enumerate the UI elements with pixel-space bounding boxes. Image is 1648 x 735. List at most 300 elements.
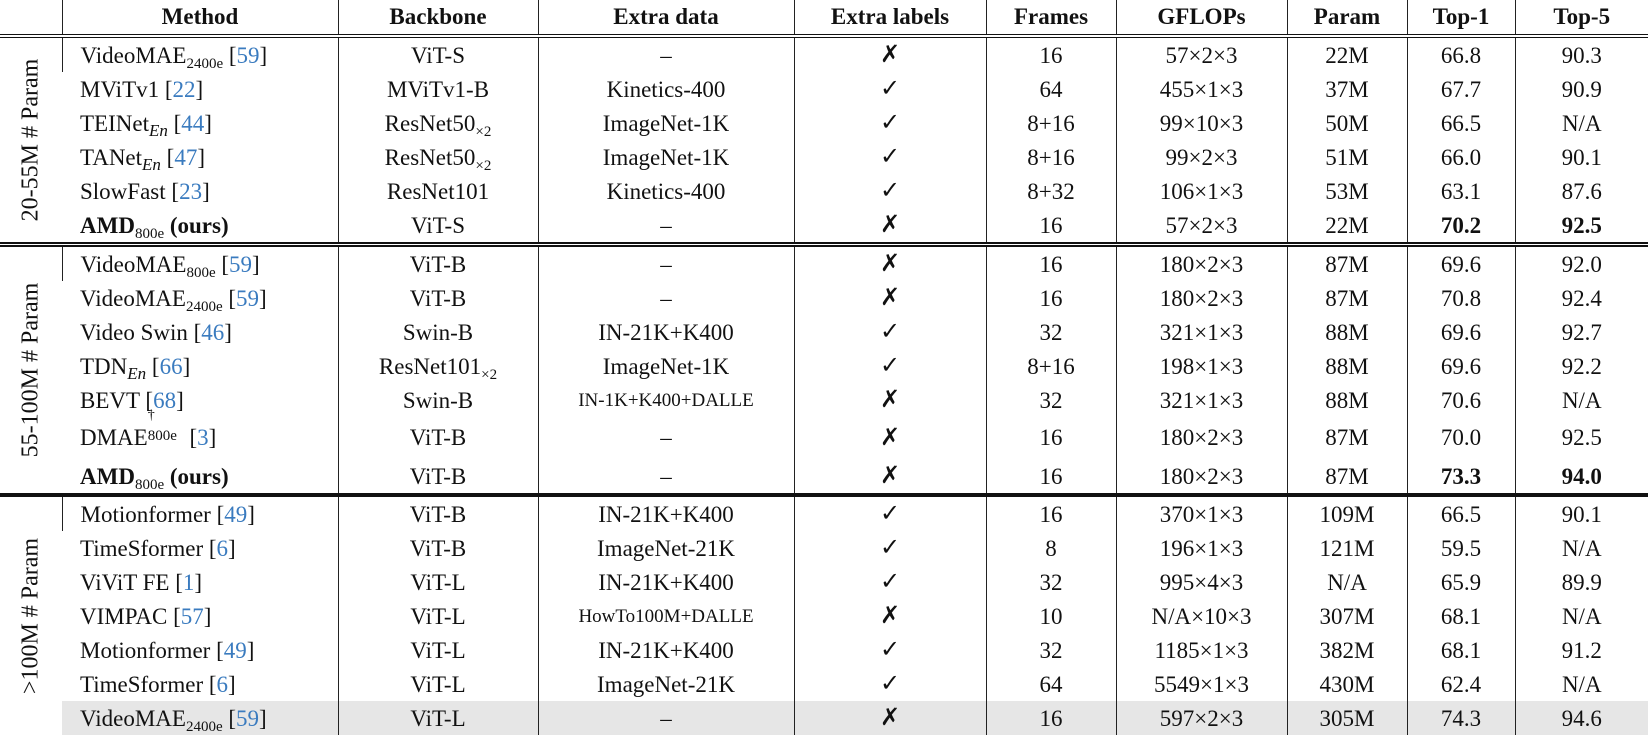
extra-labels-cell	[794, 383, 986, 417]
method-cell: VideoMAE$_{2400e}$ [59]	[62, 701, 338, 735]
backbone-name: ViT-B	[409, 251, 467, 277]
top1-cell: 69.6	[1407, 315, 1515, 349]
param-cell: 88M	[1287, 315, 1407, 349]
backbone-name: ViT-B	[409, 501, 467, 527]
extra-data-cell: IN-21K+K400	[538, 495, 794, 531]
frames-cell: 32	[986, 315, 1116, 349]
top1-cell: 67.7	[1407, 72, 1515, 106]
top1-cell: 70.8	[1407, 281, 1515, 315]
extra-data-cell: ImageNet-1K	[538, 140, 794, 174]
extra-labels-cell	[794, 245, 986, 282]
gflops-cell: 57×2×3	[1116, 36, 1287, 72]
extra-data-cell: –	[538, 245, 794, 282]
top1-cell: 73.3	[1407, 459, 1515, 495]
cross-icon: ✗	[879, 705, 901, 731]
table-row	[0, 531, 1648, 565]
top5-cell: 92.4	[1515, 281, 1648, 315]
extra-data-header: Extra data	[538, 0, 794, 36]
check-icon: ✓	[879, 535, 901, 561]
citation-link[interactable]: 46	[201, 319, 225, 345]
gflops-cell: 321×1×3	[1116, 383, 1287, 417]
backbone-name: Swin-B	[402, 387, 474, 413]
method-suffix: (ours)	[169, 212, 229, 238]
cross-icon: ✗	[879, 463, 901, 489]
param-cell: 307M	[1287, 599, 1407, 633]
top5-cell: N/A	[1515, 599, 1648, 633]
top1-cell: 66.5	[1407, 495, 1515, 531]
top5-cell: N/A	[1515, 106, 1648, 140]
method-cell: $TDN_{En}$ [66]	[80, 353, 191, 383]
citation-link[interactable]: 6	[216, 671, 229, 697]
frames-cell: 10	[986, 599, 1116, 633]
method-name: TDN	[80, 353, 128, 379]
extra-labels-cell	[794, 459, 986, 495]
check-icon: ✓	[879, 637, 901, 663]
backbone-subscript: ×2	[475, 123, 492, 140]
top5-cell: 92.2	[1515, 349, 1648, 383]
frames-cell: 8+16	[986, 349, 1116, 383]
citation-link[interactable]: 47	[174, 144, 198, 170]
method-name: AMD	[80, 212, 135, 238]
top1-cell: 68.1	[1407, 633, 1515, 667]
method-name: VideoMAE	[80, 42, 187, 68]
gflops-cell: 99×2×3	[1116, 140, 1287, 174]
top5-cell: N/A	[1515, 667, 1648, 701]
citation-link[interactable]: 44	[181, 110, 205, 136]
table-row	[0, 281, 1648, 315]
frames-cell: 32	[986, 565, 1116, 599]
frames-cell: 8+16	[986, 106, 1116, 140]
top5-cell: 94.6	[1515, 701, 1648, 735]
top5-cell: 94.0	[1515, 459, 1648, 495]
table-row	[0, 174, 1648, 208]
extra-labels-cell	[794, 208, 986, 245]
citation-link[interactable]: 1	[182, 569, 195, 595]
table-row	[0, 72, 1648, 106]
backbone-cell	[338, 245, 538, 282]
top5-cell: 89.9	[1515, 565, 1648, 599]
method-cell: TimeSformer [6]	[80, 535, 236, 561]
param-cell: 22M	[1287, 36, 1407, 72]
backbone-name: ResNet50	[384, 144, 476, 170]
method-name: VideoMAE	[80, 251, 187, 277]
frames-header: Frames	[986, 0, 1116, 36]
param-cell: 305M	[1287, 701, 1407, 735]
backbone-name: ResNet50	[384, 110, 476, 136]
top5-cell: 90.1	[1515, 495, 1648, 531]
check-icon: ✓	[879, 76, 901, 102]
table-row	[0, 140, 1648, 174]
backbone-cell	[338, 315, 538, 349]
method-cell: VideoMAE$_{800e}$ [59]	[62, 245, 338, 282]
citation-link[interactable]: 22	[172, 76, 196, 102]
extra-data-cell: IN-1K+K400+DALLE	[538, 383, 794, 417]
backbone-subscript: ×2	[475, 157, 492, 174]
frames-cell: 32	[986, 383, 1116, 417]
method-subscript: 800e	[134, 476, 165, 493]
extra-labels-cell	[794, 531, 986, 565]
method-cell: ViViT FE [1]	[80, 569, 203, 595]
param-cell: 37M	[1287, 72, 1407, 106]
extra-labels-cell	[794, 349, 986, 383]
extra-labels-cell	[794, 36, 986, 72]
top1-cell: 70.0	[1407, 417, 1515, 459]
table-row	[0, 633, 1648, 667]
gflops-cell: 57×2×3	[1116, 208, 1287, 245]
extra-data-cell: –	[538, 281, 794, 315]
extra-data-cell: –	[538, 417, 794, 459]
backbone-cell	[338, 633, 538, 667]
method-cell: VideoMAE$_{2400e}$ [59]	[80, 285, 267, 315]
backbone-cell	[338, 36, 538, 72]
frames-cell: 64	[986, 72, 1116, 106]
method-header: Method	[62, 0, 338, 36]
top1-cell: 66.8	[1407, 36, 1515, 72]
backbone-cell	[338, 106, 538, 140]
method-cell: DMAE † 800e [3]	[80, 408, 217, 450]
method-name: TANet	[80, 144, 143, 170]
gflops-header: GFLOPs	[1116, 0, 1287, 36]
top1-cell: 63.1	[1407, 174, 1515, 208]
group-label-cell	[0, 36, 62, 245]
param-cell: 87M	[1287, 281, 1407, 315]
top1-cell: 65.9	[1407, 565, 1515, 599]
backbone-name: ViT-B	[409, 285, 467, 311]
backbone-name: ViT-S	[410, 212, 465, 238]
backbone-cell	[338, 174, 538, 208]
gflops-cell: 198×1×3	[1116, 349, 1287, 383]
extra-labels-cell	[794, 72, 986, 106]
method-cell	[62, 459, 338, 495]
backbone-name: ViT-L	[410, 603, 466, 629]
top5-cell: 92.7	[1515, 315, 1648, 349]
extra-labels-cell	[794, 315, 986, 349]
param-cell: N/A	[1287, 565, 1407, 599]
backbone-name: ViT-S	[410, 42, 465, 68]
table-row	[0, 701, 1648, 735]
method-sup: †	[147, 408, 155, 423]
method-name: TimeSformer	[80, 535, 204, 561]
extra-data-cell: –	[538, 701, 794, 735]
group-header	[0, 0, 62, 36]
check-icon: ✓	[879, 501, 901, 527]
extra-data-cell: ImageNet-21K	[538, 531, 794, 565]
citation-link[interactable]: 59	[236, 42, 260, 68]
table-row	[0, 106, 1648, 140]
top1-cell: 68.1	[1407, 599, 1515, 633]
method-supsub	[147, 408, 184, 445]
method-cell	[62, 208, 338, 245]
param-cell: 87M	[1287, 245, 1407, 282]
method-subscript: En	[142, 154, 161, 174]
header-row	[0, 0, 1648, 36]
table-row	[0, 599, 1648, 633]
gflops-cell: 370×1×3	[1116, 495, 1287, 531]
method-name: SlowFast	[80, 178, 166, 204]
backbone-cell	[338, 349, 538, 383]
method-name: BEVT	[80, 387, 140, 413]
backbone-header: Backbone	[338, 0, 538, 36]
backbone-name: ViT-L	[410, 671, 466, 697]
table-row	[0, 36, 1648, 72]
top5-cell: 92.5	[1515, 208, 1648, 245]
extra-data-cell: –	[538, 36, 794, 72]
top1-cell: 69.6	[1407, 245, 1515, 282]
method-name: Motionformer	[80, 501, 211, 527]
backbone-name: ViT-L	[410, 637, 466, 663]
citation-link[interactable]: 66	[159, 353, 183, 379]
top1-cell: 70.6	[1407, 383, 1515, 417]
gflops-cell: 196×1×3	[1116, 531, 1287, 565]
gflops-cell: 5549×1×3	[1116, 667, 1287, 701]
backbone-cell	[338, 417, 538, 459]
backbone-cell	[338, 531, 538, 565]
table-row	[0, 208, 1648, 245]
table-row	[0, 417, 1648, 459]
extra-data-cell: ImageNet-21K	[538, 667, 794, 701]
extra-labels-cell	[794, 140, 986, 174]
top1-cell: 74.3	[1407, 701, 1515, 735]
citation-link[interactable]: 49	[224, 501, 248, 527]
table-row	[0, 565, 1648, 599]
extra-labels-cell	[794, 417, 986, 459]
gflops-cell: 106×1×3	[1116, 174, 1287, 208]
top5-cell: 92.0	[1515, 245, 1648, 282]
cross-icon: ✗	[879, 285, 901, 311]
top1-cell: 59.5	[1407, 531, 1515, 565]
method-cell: TANet$_{En}$ [47]	[80, 144, 206, 174]
gflops-cell: 321×1×3	[1116, 315, 1287, 349]
extra-labels-header: Extra labels	[794, 0, 986, 36]
param-cell: 51M	[1287, 140, 1407, 174]
top5-cell: 90.1	[1515, 140, 1648, 174]
backbone-cell	[338, 701, 538, 735]
extra-labels-cell	[794, 281, 986, 315]
backbone-cell	[338, 599, 538, 633]
param-header: Param	[1287, 0, 1407, 36]
top5-cell: 91.2	[1515, 633, 1648, 667]
cross-icon: ✗	[879, 212, 901, 238]
backbone-name: MViTv1-B	[386, 76, 490, 102]
backbone-cell	[338, 565, 538, 599]
top5-cell: 92.5	[1515, 417, 1648, 459]
table-row	[0, 349, 1648, 383]
method-cell: SlowFast [23]	[80, 178, 210, 204]
citation-link[interactable]: 59	[236, 705, 260, 731]
frames-cell: 16	[986, 495, 1116, 531]
top1-cell: 66.5	[1407, 106, 1515, 140]
group-label-cell	[0, 245, 62, 496]
frames-cell: 16	[986, 36, 1116, 72]
citation-link[interactable]: 57	[180, 603, 204, 629]
backbone-cell	[338, 667, 538, 701]
method-cell: MViTv1 [22]	[80, 76, 204, 102]
check-icon: ✓	[879, 178, 901, 204]
method-name: VideoMAE	[80, 705, 186, 731]
extra-labels-cell	[794, 701, 986, 735]
citation-link[interactable]: 59	[229, 251, 253, 277]
check-icon: ✓	[879, 569, 901, 595]
frames-cell: 16	[986, 459, 1116, 495]
top5-cell: 90.3	[1515, 36, 1648, 72]
frames-cell: 16	[986, 417, 1116, 459]
backbone-cell	[338, 208, 538, 245]
method-subscript: 2400e	[186, 55, 224, 72]
extra-labels-cell	[794, 174, 986, 208]
method-name: VideoMAE	[80, 285, 186, 311]
gflops-cell: 1185×1×3	[1116, 633, 1287, 667]
method-name: Video Swin	[80, 319, 188, 345]
method-name: TimeSformer	[80, 671, 204, 697]
extra-labels-cell	[794, 495, 986, 531]
citation-link[interactable]: 59	[236, 285, 260, 311]
top5-header: Top-5	[1515, 0, 1648, 36]
frames-cell: 16	[986, 701, 1116, 735]
backbone-name: ViT-B	[409, 425, 467, 450]
backbone-subscript: ×2	[481, 366, 498, 383]
gflops-cell: N/A×10×3	[1116, 599, 1287, 633]
group-label: 55-100M # Param	[17, 282, 44, 458]
backbone-cell	[338, 140, 538, 174]
frames-cell: 64	[986, 667, 1116, 701]
top5-cell: 90.9	[1515, 72, 1648, 106]
method-cell: VIMPAC [57]	[80, 603, 212, 629]
group-label: 20-55M # Param	[17, 58, 44, 222]
extra-labels-cell	[794, 106, 986, 140]
gflops-cell: 180×2×3	[1116, 459, 1287, 495]
top5-cell: N/A	[1515, 531, 1648, 565]
cross-icon: ✗	[879, 42, 901, 68]
gflops-cell: 995×4×3	[1116, 565, 1287, 599]
method-subscript: En	[127, 363, 147, 383]
method-subscript: 800e	[186, 264, 216, 281]
method-cell: VideoMAE$_{2400e}$ [59]	[62, 36, 338, 72]
citation-link[interactable]: 6	[216, 535, 229, 561]
method-cell: TimeSformer [6]	[80, 671, 236, 697]
top1-cell: 70.2	[1407, 208, 1515, 245]
cross-icon: ✗	[879, 425, 901, 451]
check-icon: ✓	[879, 671, 901, 697]
backbone-name: ViT-L	[410, 569, 466, 595]
table-row	[0, 459, 1648, 495]
extra-labels-cell	[794, 565, 986, 599]
table-row	[0, 667, 1648, 701]
extra-data-cell: IN-21K+K400	[538, 633, 794, 667]
extra-labels-cell	[794, 667, 986, 701]
citation-link[interactable]: 3	[197, 425, 209, 450]
gflops-cell: 455×1×3	[1116, 72, 1287, 106]
frames-cell: 8+32	[986, 174, 1116, 208]
param-cell: 430M	[1287, 667, 1407, 701]
method-cell: Video Swin [46]	[80, 319, 232, 345]
method-subscript: 2400e	[185, 718, 223, 735]
backbone-name: ViT-L	[410, 705, 466, 731]
frames-cell: 16	[986, 245, 1116, 282]
extra-labels-cell	[794, 599, 986, 633]
table-row	[0, 245, 1648, 282]
extra-data-cell: IN-21K+K400	[538, 565, 794, 599]
backbone-name: ViT-B	[409, 463, 467, 489]
extra-labels-cell	[794, 633, 986, 667]
method-suffix: (ours)	[169, 463, 229, 489]
frames-cell: 16	[986, 208, 1116, 245]
param-cell: 88M	[1287, 383, 1407, 417]
param-cell: 382M	[1287, 633, 1407, 667]
frames-cell: 8	[986, 531, 1116, 565]
method-cell: BEVT [68]	[80, 387, 184, 413]
backbone-cell	[338, 495, 538, 531]
top1-header: Top-1	[1407, 0, 1515, 36]
param-cell: 109M	[1287, 495, 1407, 531]
method-name: Motionformer	[80, 637, 211, 663]
method-subscript: En	[148, 120, 168, 140]
extra-data-cell: –	[538, 208, 794, 245]
param-cell: 87M	[1287, 417, 1407, 459]
cross-icon: ✗	[879, 251, 901, 277]
method-name: TEINet	[80, 110, 149, 136]
top1-cell: 62.4	[1407, 667, 1515, 701]
extra-data-cell: ImageNet-1K	[538, 106, 794, 140]
param-cell: 87M	[1287, 459, 1407, 495]
table-row	[0, 383, 1648, 417]
check-icon: ✓	[879, 319, 901, 345]
citation-link[interactable]: 49	[223, 637, 247, 663]
gflops-cell: 180×2×3	[1116, 245, 1287, 282]
top5-cell: N/A	[1515, 383, 1648, 417]
backbone-name: Swin-B	[402, 319, 474, 345]
extra-data-cell: Kinetics-400	[538, 72, 794, 106]
top1-cell: 66.0	[1407, 140, 1515, 174]
method-name: MViTv1	[80, 76, 160, 102]
cross-icon: ✗	[879, 387, 901, 413]
gflops-cell: 180×2×3	[1116, 281, 1287, 315]
param-cell: 50M	[1287, 106, 1407, 140]
method-cell: Motionformer [49]	[80, 637, 255, 663]
gflops-cell: 180×2×3	[1116, 417, 1287, 459]
param-cell: 121M	[1287, 531, 1407, 565]
backbone-cell	[338, 281, 538, 315]
param-cell: 22M	[1287, 208, 1407, 245]
method-name: VIMPAC	[80, 603, 168, 629]
top1-cell: 69.6	[1407, 349, 1515, 383]
frames-cell: 8+16	[986, 140, 1116, 174]
backbone-name: ResNet101	[378, 353, 482, 379]
gflops-cell: 597×2×3	[1116, 701, 1287, 735]
frames-cell: 16	[986, 281, 1116, 315]
check-icon: ✓	[879, 110, 901, 136]
method-name: AMD	[80, 463, 135, 489]
method-name: DMAE	[80, 425, 148, 450]
method-cell: TEINet$_{En}$ [44]	[80, 110, 212, 140]
param-cell: 53M	[1287, 174, 1407, 208]
citation-link[interactable]: 68	[153, 387, 177, 413]
gflops-cell: 99×10×3	[1116, 106, 1287, 140]
citation-link[interactable]: 23	[179, 178, 203, 204]
method-subscript: 2400e	[185, 298, 223, 315]
top5-cell: 87.6	[1515, 174, 1648, 208]
table-row	[0, 495, 1648, 531]
table-row	[0, 315, 1648, 349]
cross-icon: ✗	[879, 603, 901, 629]
method-sub: 800e	[147, 428, 177, 444]
extra-data-cell: HowTo100M+DALLE	[538, 599, 794, 633]
backbone-cell	[338, 72, 538, 106]
backbone-name: ViT-B	[409, 535, 467, 561]
extra-data-cell: ImageNet-1K	[538, 349, 794, 383]
check-icon: ✓	[879, 144, 901, 170]
method-subscript: 800e	[134, 225, 165, 242]
method-cell: Motionformer [49]	[62, 495, 338, 531]
